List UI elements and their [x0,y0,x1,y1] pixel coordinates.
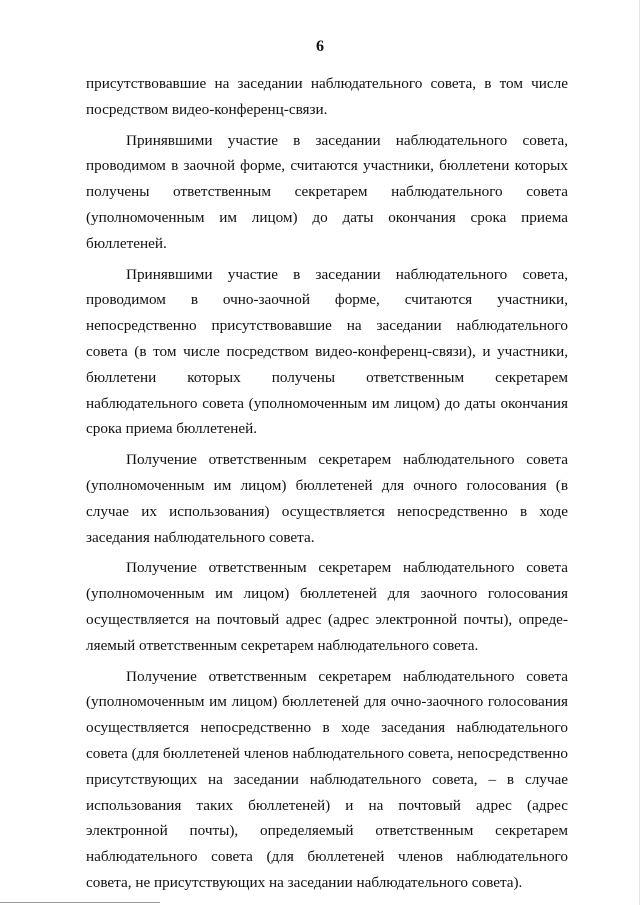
paragraph-continuation: присутствовавшие на заседании наблюдательного совета, в том числе посредством видео-конференц-связи. [86,75,568,118]
document-body [86,71,568,901]
paragraph-in-person-ballots: Получение ответственным секретарем наблюдательного совета (уполномоченным им лицом) бюллетеней для очного голосования (в случае их использования) осуществляется непосредственно в ходе заседания наблюдательного совета. [86,451,568,546]
paragraph-mixed-form: Принявшими участие в заседании наблюдательного совета, проводимом в очно-заочной форме, считаются участники, непосредственно присутствовавшие на заседании наблюдательного совета (в том числе посредством видео-конференц-связи), и участники, бюллетени которых получены ответственным секретарем наблюдательного совета (уполномоченным им лицом) до даты окончания срока приема бюллетеней. [86,265,568,438]
paragraph-absentee-form: Принявшими участие в заседании наблюдательного совета, проводимом в заочной форме, считаются участники, бюллетени которых получены ответственным секретарем наблюдательного совета (уполномоченным им лицом) до даты окончания срока приема бюллетеней. [86,131,568,252]
scan-artifact-line [0,902,160,903]
paragraph-absentee-ballots: Получение ответственным секретарем наблюдательного совета (уполномоченным им лицом) бюллетеней для заочного голосования осуществляется на почтовый адрес (адрес электронной почты), определяемый ответственным секретарем наблюдательного совета. [86,559,568,654]
paragraph-mixed-ballots: Получение ответственным секретарем наблюдательного совета (уполномоченным им лицом) бюллетеней для очно-заочного голосования осуществляется непосредственно в ходе заседания наблюдательного совета (для бюллетеней членов наблюдательного совета, непосредственно присутствующих на заседании наблюдательного совета, – в случае использования таких бюллетеней) и на почтовый адрес (адрес электронной почты), определяемый ответственным секретарем наблюдательного совета (для бюллетеней членов наблюдательного совета, не присутствующих на заседании наблюдательного совета). [86,667,568,891]
page-number: 6 [316,38,324,55]
